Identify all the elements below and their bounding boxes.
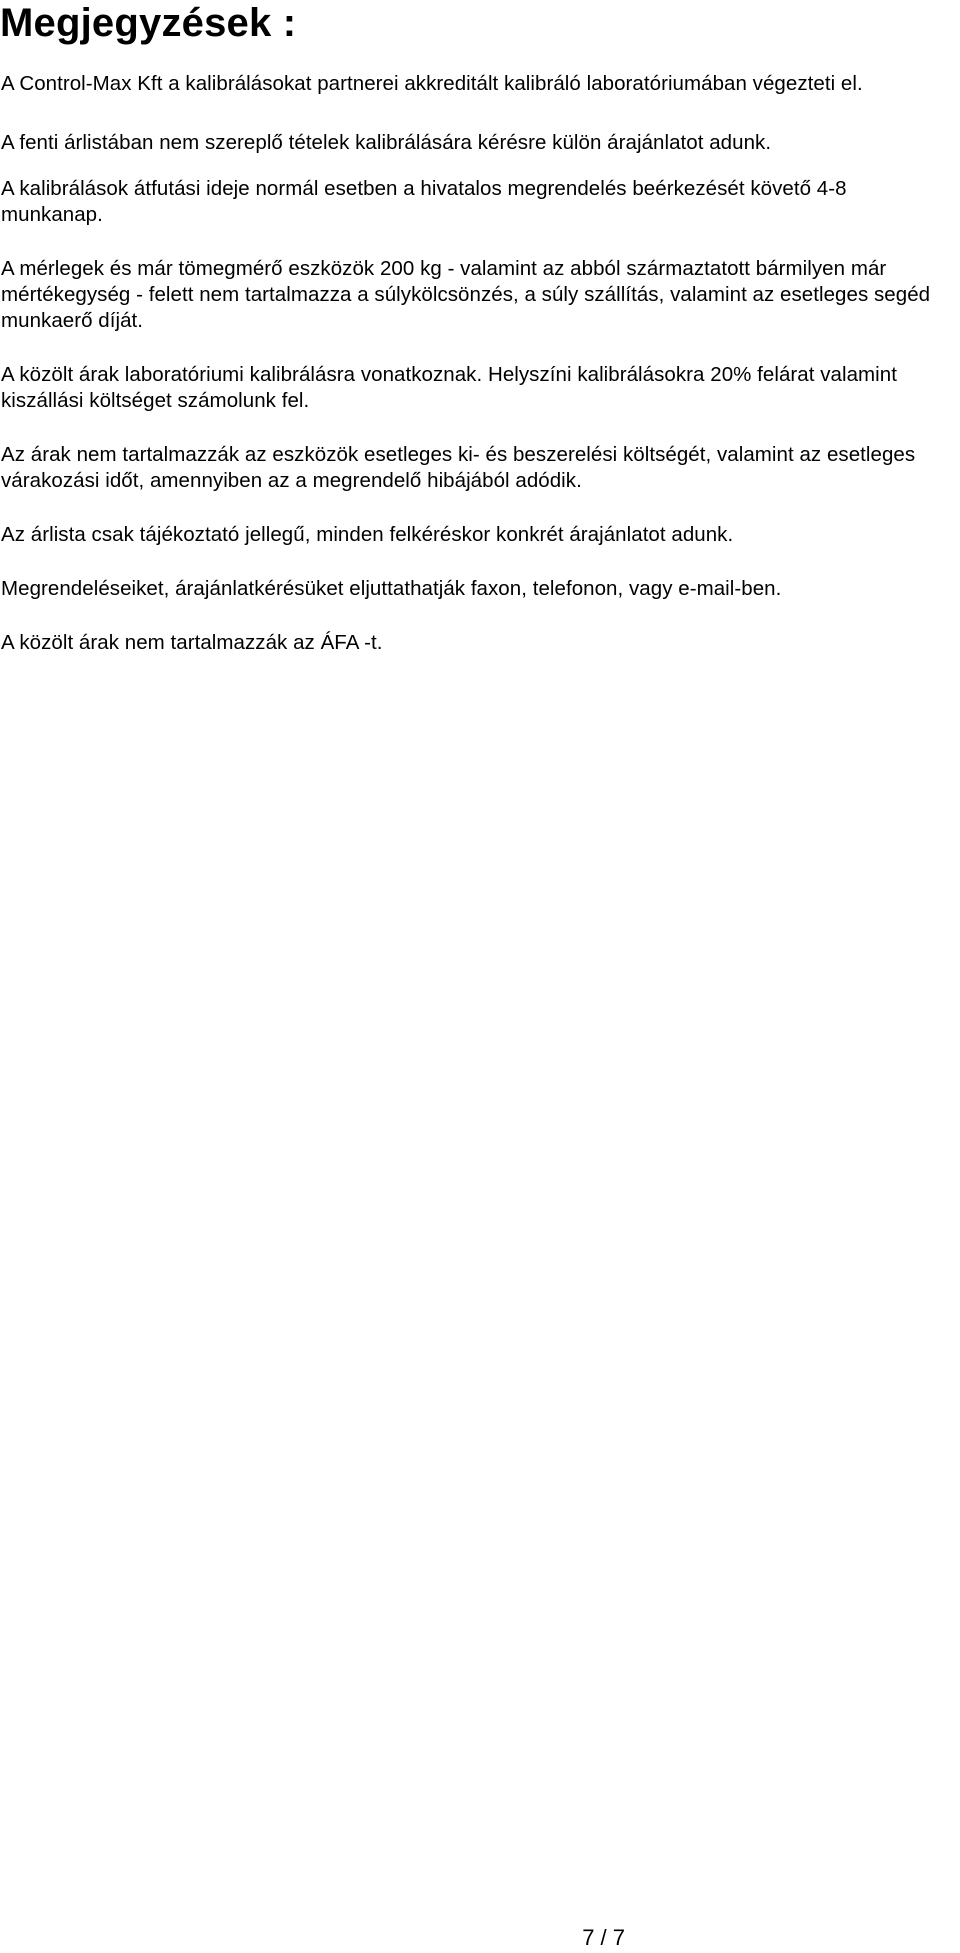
note-arajanlat: A fenti árlistában nem szereplő tételek kalibrálására kérésre külön árajánlatot adunk. <box>1 131 772 154</box>
note-atfutasi-ido: A kalibrálások átfutási ideje normál esetben a hivatalos megrendelés beérkezését követő 4-8 munkanap. <box>1 177 847 226</box>
note-helyszini-kalibralas: A közölt árak laboratóriumi kalibrálásra vonatkoznak. Helyszíni kalibrálásokra 20% felárat valamint kiszállási költséget számolunk fel. <box>1 363 897 412</box>
page-title: Megjegyzések : <box>0 1 297 45</box>
notes-list <box>1 71 951 656</box>
note-merlegek: A mérlegek és már tömegmérő eszközök 200 kg - valamint az abból származtatott bármilyen már mértékegység - felett nem tartalmazza a súlykölcsönzés, a súly szállítás, valamint az esetleges segéd munkaerő díját. <box>1 257 931 332</box>
note-tajekoztato: Az árlista csak tájékoztató jellegű, minden felkéréskor konkrét árajánlatot adunk. <box>1 523 734 546</box>
note-afa: A közölt árak nem tartalmazzák az ÁFA -t. <box>1 631 383 654</box>
note-akkreditalt: A Control-Max Kft a kalibrálásokat partnerei akkreditált kalibráló laboratóriumában végezteti el. <box>1 72 863 95</box>
note-megrendeles: Megrendeléseiket, árajánlatkérésüket eljuttathatják faxon, telefonon, vagy e-mail-ben. <box>1 577 782 600</box>
page-number: 7 / 7 <box>582 1925 625 1950</box>
note-beszerelesi-koltseg: Az árak nem tartalmazzák az eszközök esetleges ki- és beszerelési költségét, valamint az esetleges várakozási időt, amennyiben az a megrendelő hibájából adódik. <box>1 443 916 492</box>
